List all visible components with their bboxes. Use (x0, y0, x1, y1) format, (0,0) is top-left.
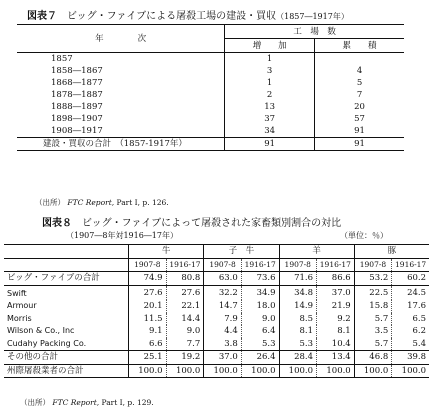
table1-year: 1888―1897 (51, 102, 103, 112)
table2-big5-row-value: 74.9 (129, 272, 167, 286)
table2-company-row-value: 37.0 (317, 285, 355, 300)
table1-header-row (17, 25, 404, 39)
table1-cumulative: 7 (315, 89, 404, 101)
table2-company-row-value: 24.5 (392, 285, 429, 300)
table2-company-row-value: 9.0 (241, 313, 279, 326)
table1-row (17, 113, 404, 125)
table2-other-row (4, 351, 429, 365)
table2-year-header: 1907-8 (129, 258, 167, 272)
table2-company-row-value: 9.1 (129, 325, 167, 338)
table2-big5-row-value: 63.0 (204, 272, 242, 286)
table1-year: 1878―1887 (51, 90, 103, 100)
table2-group-row (4, 245, 429, 259)
table2-group-header: 牛 (129, 245, 204, 259)
table1-increase: 34 (225, 125, 315, 138)
table1-row (17, 77, 404, 89)
table2-company-row-value: 5.3 (279, 338, 317, 351)
table1-row (17, 125, 404, 138)
table1-cumulative: 5 (315, 77, 404, 89)
table2-company-row-value: 27.6 (166, 285, 204, 300)
table1-increase: 1 (225, 77, 315, 89)
table2-company-row-value: 8.1 (279, 325, 317, 338)
table2-total-row-value: 100.0 (204, 364, 242, 378)
table2-year-header: 1907-8 (204, 258, 242, 272)
table1-increase: 37 (225, 113, 315, 125)
table2-source-rest: Part I, p. 129. (99, 398, 154, 407)
table2-source-prefix: （出所） (20, 398, 50, 407)
table1-row (17, 89, 404, 101)
table2-other-row-value: 28.4 (279, 351, 317, 365)
table2-company-row-value: 5.7 (354, 313, 392, 326)
table2-year-header: 1907-8 (279, 258, 317, 272)
table2-corner-lower (4, 258, 129, 272)
table2-big5-row-value: 80.8 (166, 272, 204, 286)
table2-company-row-value: 34.8 (279, 285, 317, 300)
table2-big5-row-value: 53.2 (354, 272, 392, 286)
table2-corner (4, 245, 129, 259)
table1-cumulative: 4 (315, 65, 404, 77)
table2-total-row-value: 100.0 (317, 364, 355, 378)
table2-company-row-value: 18.0 (241, 300, 279, 313)
table2-big5-row-value: 71.6 (279, 272, 317, 286)
table2-company-row-value: 8.5 (279, 313, 317, 326)
table2-company-row-value: 5.7 (354, 338, 392, 351)
table2-company-row-value: 10.4 (317, 338, 355, 351)
table2-company-row-value: 21.9 (317, 300, 355, 313)
table2-company-row-value: 6.6 (129, 338, 167, 351)
table2-company-row-value: 5.3 (241, 338, 279, 351)
table2-unit: （単位：％） (340, 231, 388, 240)
table2-company-row-value: 22.1 (166, 300, 204, 313)
table2-other-row-value: 37.0 (204, 351, 242, 365)
table2-source (20, 397, 154, 408)
table1-year: 1908―1917 (51, 126, 103, 136)
table2-company-row-value: 27.6 (129, 285, 167, 300)
table2-other-row-label: その他の合計 (4, 351, 129, 365)
table2-company-row-value: 7.7 (166, 338, 204, 351)
table1-cumulative: 57 (315, 113, 404, 125)
table2-group-header: 豚 (354, 245, 429, 259)
table2-company-row-value: 6.5 (392, 313, 429, 326)
table2-company-row-value: 20.1 (129, 300, 167, 313)
table1-caption-number: 図表７ (27, 11, 57, 22)
table2-big5-row-value: 73.6 (241, 272, 279, 286)
table2-company-row-value: 6.2 (392, 325, 429, 338)
table2-big5-row-value: 86.6 (317, 272, 355, 286)
table2-company-row (4, 300, 429, 313)
table1-source-rest: Part I, p. 126. (114, 198, 169, 207)
table1-header-year: 年 次 (17, 25, 225, 53)
table1-header-cumulative: 累 積 (315, 39, 404, 53)
table1-caption-sub: （1857―1917年） (276, 12, 349, 21)
table1-total-cumulative: 91 (315, 138, 404, 151)
table2-company-row-value: 15.8 (354, 300, 392, 313)
table1-caption (27, 7, 349, 22)
table1-source (35, 197, 169, 208)
table2-total-row-value: 100.0 (354, 364, 392, 378)
table2-year-row (4, 258, 429, 272)
table1 (17, 24, 404, 151)
table2-company-row-value: 9.0 (166, 325, 204, 338)
table1-year: 1858―1867 (51, 66, 103, 76)
table1-cumulative: 20 (315, 101, 404, 113)
table2-other-row-value: 26.4 (241, 351, 279, 365)
table1-increase: 13 (225, 101, 315, 113)
table1-total-label: 建設・買収の合計 （1857-1917年） (17, 138, 225, 151)
table2-company-row (4, 338, 429, 351)
table2-company-row-value: 17.6 (392, 300, 429, 313)
table2-company-row (4, 325, 429, 338)
table2-company-row-value: 11.5 (129, 313, 167, 326)
table2-total-row-label: 州際屠殺業者の合計 (4, 364, 129, 378)
table2-total-row-value: 100.0 (241, 364, 279, 378)
table1-year: 1857 (51, 54, 73, 64)
table2-year-header: 1907-8 (354, 258, 392, 272)
table1-cumulative: 91 (315, 125, 404, 138)
table2-company-row-value: 8.1 (317, 325, 355, 338)
table2-year-header: 1916-17 (166, 258, 204, 272)
table2-company-row-label: Cudahy Packing Co. (7, 338, 87, 348)
table2-subcaption: （1907―8年対1916―17年） (66, 231, 178, 240)
table1-row (17, 53, 404, 66)
table1-header-increase: 増 加 (225, 39, 315, 53)
table1-row (17, 65, 404, 77)
table2-group-header: 羊 (279, 245, 354, 259)
table2-total-row-value: 100.0 (279, 364, 317, 378)
table2-company-row-value: 3.8 (204, 338, 242, 351)
table2-company-row-value: 32.2 (204, 285, 242, 300)
table2-other-row-value: 19.2 (166, 351, 204, 365)
table1-total-row (17, 138, 404, 151)
table2-company-row-value: 34.9 (241, 285, 279, 300)
table2-total-row (4, 364, 429, 378)
table2-group-header: 子 牛 (204, 245, 279, 259)
table1-increase: 1 (225, 53, 315, 66)
table2-company-row-value: 3.5 (354, 325, 392, 338)
table2-caption (42, 214, 341, 229)
table1-source-title: FTC Report, (67, 198, 115, 207)
table2-total-row-value: 100.0 (392, 364, 429, 378)
table2-company-row-value: 7.9 (204, 313, 242, 326)
table1-year: 1868―1877 (51, 78, 103, 88)
table2-total-row-value: 100.0 (166, 364, 204, 378)
table2-other-row-value: 25.1 (129, 351, 167, 365)
table2-caption-number: 図表８ (42, 218, 72, 229)
table1-increase: 3 (225, 65, 315, 77)
table2-company-row-label: Wilson & Co., Inc (7, 326, 75, 336)
table2 (4, 244, 429, 378)
table2-source-title: FTC Report, (52, 398, 100, 407)
table2-big5-row-value: 60.2 (392, 272, 429, 286)
table2-company-row-value: 14.4 (166, 313, 204, 326)
table2-company-row-label: Armour (7, 301, 37, 311)
table1-total-increase: 91 (225, 138, 315, 151)
table2-company-row-label: Swift (4, 285, 129, 300)
table2-company-row-value: 5.4 (392, 338, 429, 351)
table1-header-group: 工 場 数 (225, 25, 404, 39)
table2-company-row-value: 14.7 (204, 300, 242, 313)
table1-year: 1898―1907 (51, 114, 103, 124)
table1-source-prefix: （出所） (35, 198, 65, 207)
table2-caption-text: ビッグ・ファイブによって屠殺された家畜類別割合の対比 (82, 218, 342, 229)
table2-company-row-value: 14.9 (279, 300, 317, 313)
table1-row (17, 101, 404, 113)
table2-company-row-value: 6.4 (241, 325, 279, 338)
table2-big5-row (4, 272, 429, 286)
table2-year-header: 1916-17 (392, 258, 429, 272)
table2-company-row-value: 4.4 (204, 325, 242, 338)
table2-year-header: 1916-17 (241, 258, 279, 272)
table2-company-row (4, 285, 429, 300)
table2-other-row-value: 39.8 (392, 351, 429, 365)
table2-other-row-value: 46.8 (354, 351, 392, 365)
table2-company-row (4, 313, 429, 326)
table2-company-row-value: 22.5 (354, 285, 392, 300)
table1-caption-text: ビッグ・ファイブによる屠殺工場の建設・買収 (67, 11, 277, 22)
table2-company-row-value: 9.2 (317, 313, 355, 326)
table1-cumulative (315, 53, 404, 66)
table2-year-header: 1916-17 (317, 258, 355, 272)
table2-company-row-label: Morris (7, 313, 32, 323)
table2-other-row-value: 13.4 (317, 351, 355, 365)
table2-big5-row-label: ビッグ・ファイブの合計 (4, 272, 129, 286)
table1-increase: 2 (225, 89, 315, 101)
table2-total-row-value: 100.0 (129, 364, 167, 378)
